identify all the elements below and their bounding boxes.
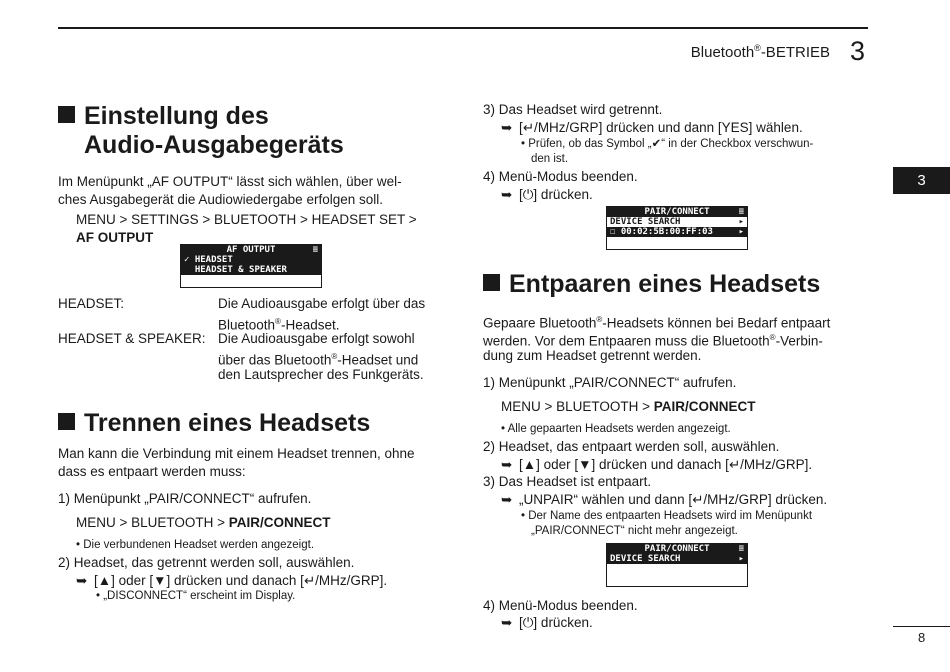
paragraph: Im Menüpunkt „AF OUTPUT“ lässt sich wählen, über wel- — [58, 174, 402, 189]
lcd-row-headset-speaker: HEADSET & SPEAKER — [181, 265, 321, 275]
substep: ➥ [▲] oder [▼] drücken und danach [↵/MHz/GRP]. — [76, 573, 388, 588]
section-title-disconnect: Trennen eines Headsets — [58, 409, 370, 438]
lcd-row-headset: ✓ HEADSET — [181, 255, 321, 265]
step: 4) Menü-Modus beenden. — [483, 598, 638, 613]
step: 4) Menü-Modus beenden. — [483, 169, 638, 184]
footer-rule — [893, 626, 950, 627]
section-title-audio-output: Einstellung des — [58, 102, 269, 131]
menu-path: MENU > SETTINGS > BLUETOOTH > HEADSET SET > — [76, 212, 417, 227]
note: • Prüfen, ob das Symbol „✔“ in der Checkbox verschwun- — [521, 138, 814, 150]
paragraph: dung zum Headset getrennt werden. — [483, 348, 702, 363]
step: 3) Das Headset ist entpaart. — [483, 474, 652, 489]
menu-path: MENU > BLUETOOTH > PAIR/CONNECT — [501, 399, 756, 414]
definition-text: Die Audioausgabe erfolgt sowohl — [218, 331, 415, 346]
substep: ➥ [↵/MHz/GRP] drücken und dann [YES] wählen. — [501, 120, 803, 135]
definition-text: über das Bluetooth®-Headset und — [218, 352, 419, 368]
step: 1) Menüpunkt „PAIR/CONNECT“ aufrufen. — [483, 375, 737, 390]
note: • Die verbundenen Headset werden angezeigt. — [76, 539, 315, 551]
arrow-icon: ➥ — [501, 457, 513, 472]
paragraph: Man kann die Verbindung mit einem Headset trennen, ohne — [58, 446, 415, 461]
section-square-icon — [58, 106, 75, 123]
lcd-row-device-search: DEVICE SEARCH ▸ — [607, 554, 747, 564]
note: • „DISCONNECT“ erscheint im Display. — [96, 590, 296, 602]
definition-term: HEADSET & SPEAKER: — [58, 331, 206, 346]
paragraph: werden. Vor dem Entpaaren muss die Bluetooth®-Verbin- — [483, 333, 823, 349]
section-square-icon — [58, 413, 75, 430]
chapter-title: Bluetooth®-BETRIEB — [690, 43, 830, 61]
chapter-number: 3 — [850, 36, 866, 66]
note: „PAIR/CONNECT“ nicht mehr angezeigt. — [531, 525, 738, 537]
lcd-row-device-search: DEVICE SEARCH ▸ — [610, 217, 744, 227]
lcd-pair-connect-list — [606, 206, 748, 250]
page-number: 8 — [918, 630, 926, 645]
section-square-icon — [483, 274, 500, 291]
lcd-pair-connect-empty — [606, 543, 748, 587]
substep: ➥ „UNPAIR“ wählen und dann [↵/MHz/GRP] drücken. — [501, 492, 828, 507]
definition-text: Bluetooth®-Headset. — [218, 317, 340, 333]
section-title-unpair: Entpaaren eines Headsets — [483, 270, 820, 299]
chapter-side-tab: 3 — [893, 167, 950, 194]
step: 2) Headset, das entpaart werden soll, auswählen. — [483, 439, 780, 454]
lcd-title-row: PAIR/CONNECT ≡ — [607, 544, 747, 554]
lcd-af-output — [180, 244, 322, 288]
step: 3) Das Headset wird getrennt. — [483, 102, 663, 117]
substep: ➥ [⏻] drücken. — [501, 615, 593, 630]
arrow-icon: ➥ — [76, 573, 88, 588]
menu-path-bold: AF OUTPUT — [76, 230, 154, 245]
step: 1) Menüpunkt „PAIR/CONNECT“ aufrufen. — [58, 491, 312, 506]
definition-text: Die Audioausgabe erfolgt über das — [218, 296, 426, 311]
note: den ist. — [531, 153, 569, 165]
arrow-icon: ➥ — [501, 492, 513, 507]
lcd-title-row: PAIR/CONNECT ≡ — [607, 207, 747, 217]
arrow-icon: ➥ — [501, 615, 513, 630]
paragraph: dass es entpaart werden muss: — [58, 464, 246, 479]
header-rule — [58, 27, 868, 29]
note: • Der Name des entpaarten Headsets wird im Menüpunkt — [521, 510, 813, 522]
paragraph: ches Ausgabegerät die Audiowiedergabe erfolgen soll. — [58, 192, 383, 207]
lcd-row-headset-address: ☐ 00:02:5B:00:FF:03 ▸ — [607, 227, 747, 237]
arrow-icon: ➥ — [501, 120, 513, 135]
definition-text: den Lautsprecher des Funkgeräts. — [218, 367, 424, 382]
step: 2) Headset, das getrennt werden soll, auswählen. — [58, 555, 355, 570]
arrow-icon: ➥ — [501, 187, 513, 202]
definition-term: HEADSET: — [58, 296, 125, 311]
section-title-audio-output-line2: Audio-Ausgabegeräts — [84, 131, 344, 159]
lcd-title-row: AF OUTPUT ≡ — [181, 245, 321, 255]
substep: ➥ [⏻] drücken. — [501, 187, 593, 202]
menu-path: MENU > BLUETOOTH > PAIR/CONNECT — [76, 515, 331, 530]
lcd-row-empty — [607, 564, 747, 574]
note: • Alle gepaarten Headsets werden angezeigt. — [501, 423, 731, 435]
paragraph: Gepaare Bluetooth®-Headsets können bei Bedarf entpaart — [483, 315, 831, 331]
substep: ➥ [▲] oder [▼] drücken und danach [↵/MHz/GRP]. — [501, 457, 813, 472]
